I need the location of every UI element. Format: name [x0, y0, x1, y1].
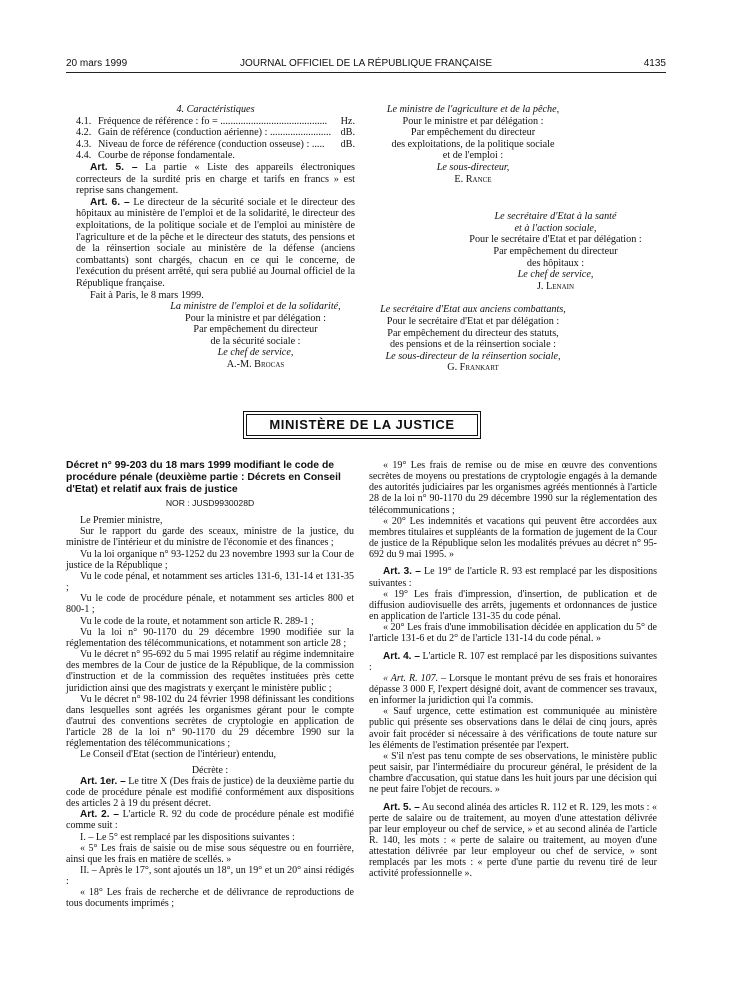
page-header — [66, 58, 666, 70]
ministry-banner — [243, 411, 481, 439]
ministry-title: MINISTÈRE DE LA JUSTICE — [269, 417, 455, 433]
section-characteristics-title: 4. Caractéristiques — [176, 104, 255, 115]
article-1: Art. 1er. – Le titre X (Des frais de justice) de la deuxième partie du code de procédure pénale est modifié conformément aux dispositions des articles 2 à 19 du présent décret. — [66, 775, 354, 810]
article-4: Art. 4. – L'article R. 107 est remplacé par les dispositions suivantes : — [369, 650, 657, 673]
carac-item: 4.3. Niveau de force de référence (conduction osseuse) : ..... dB. — [76, 138, 355, 150]
decree-nor: NOR : JUSD9930028D — [165, 498, 255, 508]
carac-item: 4.1. Fréquence de référence : fo = .......................................... Hz. — [76, 115, 355, 127]
signature-block-emploi: La ministre de l'emploi et de la solidarité, Pour la ministre et par délégation : Par empêchement du directeur de la sécurité sociale : Le chef de service, A.-M. Brocas — [170, 301, 341, 371]
header-page-number: 4135 — [643, 58, 666, 69]
signature-block-agriculture: Le ministre de l'agriculture et de la pêche, Pour le ministre et par délégation : Par empêchement du directeur des exploitations, de la politique sociale et de l'emploi : Le sous-directeur, E. Rance — [386, 104, 560, 185]
top-left-column — [76, 104, 355, 371]
article-6: Art. 6. – Le directeur de la sécurité sociale et le directeur des hôpitaux au ministère de l'emploi et de la solidarité, le directeur des exploitations, de la politique sociale et de l'emploi au ministère de l'agriculture et de la pêche et le directeur des statuts, des pensions et de la réinsertion sociale au ministère de la défense (anciens combattants) sont chargés, chacun en ce qui le concerne, de l'exécution du présent arrêté, qui sera publié au Journal officiel de la République française. — [76, 196, 355, 289]
decree-left-column: Décret n° 99-203 du 18 mars 1999 modifiant le code de procédure pénale (deuxième partie : Décrets en Conseil d'Etat) et relatif aux frais de justice NOR : JUSD9930028D Le Premier ministre, Sur le rapport du garde des sceaux, ministre de la justice, du ministre de l'intérieur et du ministre de l'économie et des finances ; Vu la loi organique n° 93-1252 du 23 novembre 1993 sur la Cour de justice de la République ; Vu le code pénal, et notamment ses articles 131-6, 131-14 et 131-35 ; Vu le code de procédure pénale, et notamment ses articles 800 et 800-1 ; Vu le code de la route, et notamment son article R. 289-1 ; Vu la loi n° 90-1170 du 29 décembre 1990 modifiée sur la réglementation des télécommunications, et notamment son article 28 ; Vu le décret n° 95-692 du 5 mai 1995 relatif au régime indemnitaire des membres de la Cour de justice de la République, de la commission d'instruction et de la commission des requêtes instituées près cette juridiction ainsi que des magistrats y exerçant le ministère public ; Vu le décret n° 98-102 du 24 février 1998 définissant les conditions dans lesquelles sont agréés les organismes gérant pour le compte d'autrui des conventions secrètes de cryptologie en application de l'article 28 de la loi n° 90-1170 du 29 décembre 1990 sur la réglementation des télécommunications ; Le Conseil d'Etat (section de l'intérieur) entendu, Décrète : Art. 1er. – Le titre X (Des frais de justice) de la deuxième partie du code de procédure pénale est modifié conformément aux dispositions des articles 2 à 19 du présent décret. Art. 2. – L'article R. 92 du code de procédure pénale est modifié comme suit : I. – Le 5° est remplacé par les dispositions suivantes : « 5° Les frais de saisie ou de mise sous séquestre ou en fourrière, ainsi que les frais en matière de scellés. » II. – Après le 17°, sont ajoutés un 18°, un 19° et un 20° ainsi rédigés : « 18° Les frais de recherche et de délivrance de reproductions de tous documents imprimés ; — [66, 460, 354, 910]
article-3: Art. 3. – Le 19° de l'article R. 93 est remplacé par les dispositions suivantes : — [369, 566, 657, 589]
article-2: Art. 2. – L'article R. 92 du code de procédure pénale est modifié comme suit : — [66, 809, 354, 832]
carac-item: 4.4. Courbe de réponse fondamentale. — [76, 150, 235, 162]
carac-item: 4.2. Gain de référence (conduction aérienne) : ........................ dB. — [76, 127, 355, 139]
top-right-column — [368, 104, 658, 374]
article-5-decree: Art. 5. – Au second alinéa des articles R. 112 et R. 129, les mots : « perte de salaire ou de traitement, au moyen d'une attestation délivrée par leur employeur ou chef de service, » et au second alinéa de l'article R. 140, les mots : « perte de salaire ou traitement, au moyen d'une attestation délivrée par leur employeur ou chef de service, » sont remplacés par les mots : « perte d'une partie du revenu tiré de leur activité professionnelle ». — [369, 801, 657, 880]
article-5: Art. 5. – La partie « Liste des appareils électroniques correcteurs de la surdité pris en charge et tarifs en francs » est reprise sans changement. — [76, 161, 355, 197]
done-at: Fait à Paris, le 8 mars 1999. — [90, 289, 204, 301]
header-journal-title: JOURNAL OFFICIEL DE LA RÉPUBLIQUE FRANÇAISE — [239, 58, 493, 69]
signature-block-anciens-combattants: Le secrétaire d'Etat aux anciens combattants, Pour le secrétaire d'Etat et par délégation : Par empêchement du directeur des statuts, des pensions et de la réinsertion sociale : Le sous-directeur de la réinsertion sociale, G. Frankart — [380, 304, 566, 374]
signature-block-sante: Le secrétaire d'Etat à la santé et à l'action sociale, Pour le secrétaire d'Etat et par délégation : Par empêchement du directeur des hôpitaux : Le chef de service, J. Lenain — [469, 211, 642, 292]
decree-right-column: « 19° Les frais de remise ou de mise en œuvre des conventions secrètes de moyens ou prestations de cryptologie engagés à la demande des autorités judiciaires par les organismes agréés mentionnés à l'article 28 de la loi n° 90-1170 du 29 décembre 1990 sur la réglementation des télécommunications ; « 20° Les indemnités et vacations qui peuvent être accordées aux membres titulaires et suppléants de la formation de jugement de la Cour de justice de la République selon les modalités prévues au décret n° 95-692 du 9 mai 1995. » Art. 3. – Le 19° de l'article R. 93 est remplacé par les dispositions suivantes : « 19° Les frais d'impression, d'insertion, de publication et de diffusion audiovisuelle des arrêts, jugements et ordonnances de justice en application de l'article 131-35 du code pénal. « 20° Les frais d'une immobilisation décidée en application du 5° de l'article 131-6 et du 2° de l'article 131-14 du code pénal. » Art. 4. – L'article R. 107 est remplacé par les dispositions suivantes : « Art. R. 107. – Lorsque le montant prévu de ses frais et honoraires dépasse 3 000 F, l'expert désigné doit, avant de commencer ses travaux, en informer la juridiction qui l'a commis. « Sauf urgence, cette estimation est communiquée au ministère public qui présente ses observations dans le délai de cinq jours, après avoir fait procéder si nécessaire à des vérifications de toute nature sur les éléments de l'estimation présentée par l'expert. « S'il n'est pas tenu compte de ses observations, le ministère public peut saisir, par l'intermédiaire du procureur général, le président de la chambre d'accusation, qui statue dans les huit jours par une décision qui ne peut faire l'objet de recours. » Art. 5. – Au second alinéa des articles R. 112 et R. 129, les mots : « perte de salaire ou de traitement, au moyen d'une attestation délivrée par leur employeur ou chef de service, » et au second alinéa de l'article R. 140, les mots : « perte de salaire ou traitement, au moyen d'une attestation délivrée par leur employeur ou chef de service, » sont remplacés par les mots : « perte d'une partie du revenu tiré de leur activité professionnelle ». — [369, 460, 657, 880]
decree-title: Décret n° 99-203 du 18 mars 1999 modifiant le code de procédure pénale (deuxième partie : Décrets en Conseil d'Etat) et relatif aux frais de justice — [66, 460, 341, 495]
header-date: 20 mars 1999 — [66, 58, 128, 69]
header-rule — [66, 72, 666, 73]
